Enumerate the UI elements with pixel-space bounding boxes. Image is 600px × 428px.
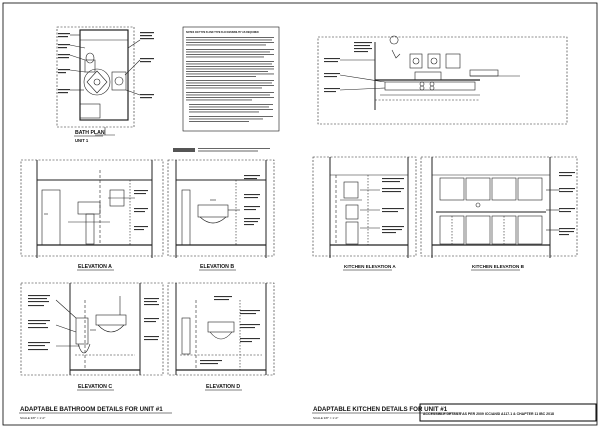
bath-plan-drawing xyxy=(57,27,140,135)
kitchen-plan-drawing xyxy=(318,36,567,124)
legend-swatch xyxy=(173,148,195,152)
elevation-b-drawing xyxy=(168,160,274,258)
bath-plan-notes xyxy=(58,32,154,98)
elevation-d-notes xyxy=(200,296,260,364)
kitchen-elevation-a-notes xyxy=(382,178,404,233)
kitchen-details-title: ADAPTABLE KITCHEN DETAILS FOR UNIT #1 xyxy=(313,406,448,413)
notes-header: NOTES ON TYPE B AND TYPE B ACCESSIBILITY AS REQUIRED xyxy=(186,31,259,34)
elevation-b-notes xyxy=(244,175,260,225)
bath-plan-label: BATH PLAN xyxy=(75,130,105,136)
elevation-d-label: ELEVATION D xyxy=(206,384,241,390)
kitchen-scale: SCALE 3/8" = 1'-0" xyxy=(313,416,339,420)
elevation-b-label: ELEVATION B xyxy=(200,264,235,270)
unit-label: UNIT 1 xyxy=(75,138,89,143)
elevation-c-label: ELEVATION C xyxy=(78,384,113,390)
kitchen-elevation-a-label: KITCHEN ELEVATION A xyxy=(344,264,396,269)
kitchen-elevation-b-label: KITCHEN ELEVATION B xyxy=(472,264,524,269)
bathroom-details-title: ADAPTABLE BATHROOM DETAILS FOR UNIT #1 xyxy=(20,406,163,413)
notes-block xyxy=(183,27,279,131)
legend-text xyxy=(198,148,270,152)
accessible-details-text: ACCESSIBLE DETAILS AS PER 2009 ICC/ANSI A117.1 & CHAPTER 11 IBC 2018 xyxy=(423,412,554,416)
kitchen-elevation-b-notes xyxy=(559,172,575,235)
elevation-a-label: ELEVATION A xyxy=(78,264,112,270)
bathroom-scale: SCALE 3/8" = 1'-0" xyxy=(20,416,46,420)
elevation-a-notes xyxy=(134,190,148,230)
elevation-c-drawing xyxy=(21,283,163,375)
kitchen-elevation-b-drawing xyxy=(421,157,577,258)
kitchen-elevation-a-drawing xyxy=(313,157,416,258)
elevation-c-notes xyxy=(28,295,159,350)
kitchen-plan-notes xyxy=(324,42,372,92)
